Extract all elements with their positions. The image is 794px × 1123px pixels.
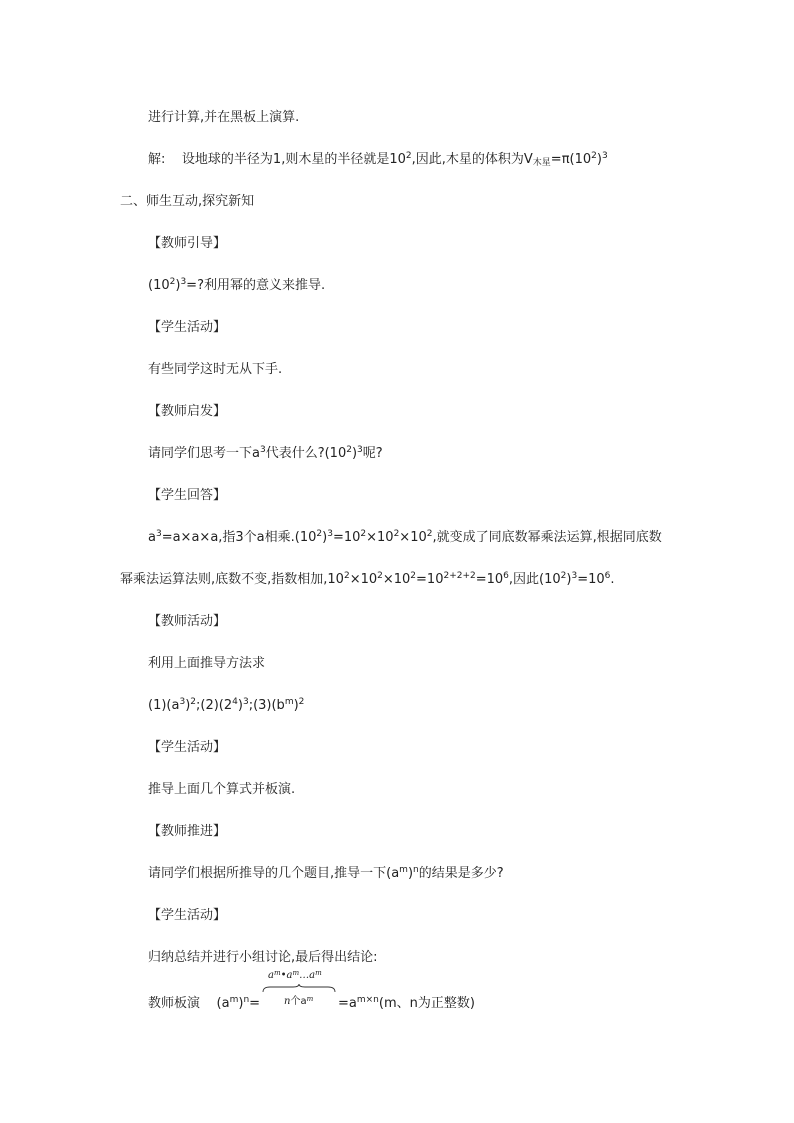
label-student-answer: 【学生回答】	[148, 488, 227, 503]
formula-overbrace-bottom: n个$a^m$	[284, 995, 314, 1007]
text-line-1: 进行计算,并在黑板上演算.	[148, 110, 300, 125]
text-line-11: 请同学们根据所推导的几个题目,推导一下$(a^m)^n$的结果是多少?	[148, 865, 504, 881]
text-line-6: $a^3=a\times a\times a$,指3个a相乘$.(10^2)^3=10^2\times 10^2\times 10^2$,就变成了同底数幂乘法运算,根据同底数	[148, 529, 662, 545]
section-heading-2: 二、师生互动,探究新知	[120, 194, 255, 209]
text-line-9-exercises: $(1)(a^3)^2;(2)(2^4)^3;(3)(b^m)^2$	[148, 697, 305, 713]
label-student-activity-2: 【学生活动】	[148, 740, 227, 755]
label-teacher-inspire: 【教师启发】	[148, 404, 227, 419]
formula-overbrace-top: $a^m•a^m\dots a^m$	[268, 969, 322, 981]
text-line-10: 推导上面几个算式并板演.	[148, 782, 296, 797]
text-line-3: $(10^2)^3=$?利用幂的意义来推导.	[148, 277, 326, 293]
text-line-4: 有些同学这时无从下手.	[148, 362, 283, 377]
text-line-7: 幂乘法运算法则,底数不变,指数相加$,10^2\times 10^2\times 10^2=10^{2+2+2}=10^6$,因此$(10^2)^3=10^6$.	[120, 571, 615, 587]
label-teacher-activity: 【教师活动】	[148, 614, 227, 629]
formula-line-teacher-board: 教师板演 $(a^m)^n=$	[148, 995, 261, 1011]
label-teacher-guide: 【教师引导】	[148, 236, 227, 251]
label-student-activity-1: 【学生活动】	[148, 320, 227, 335]
label-student-activity-3: 【学生活动】	[148, 908, 227, 923]
text-line-12: 归纳总结并进行小组讨论,最后得出结论:	[148, 950, 378, 965]
label-teacher-push: 【教师推进】	[148, 824, 227, 839]
text-line-5: 请同学们思考一下$a^3$代表什么$?(10^2)^3$呢?	[148, 445, 383, 461]
formula-result: $=a^{m\times n}(m$、n为正整数)	[338, 995, 475, 1011]
text-line-solution: 解: 设地球的半径为1,则木星的半径就是$10^2$,因此,木星的体积为$V_{木星}=\pi(10^2)^3$	[148, 151, 608, 168]
text-line-8: 利用上面推导方法求	[148, 656, 266, 671]
